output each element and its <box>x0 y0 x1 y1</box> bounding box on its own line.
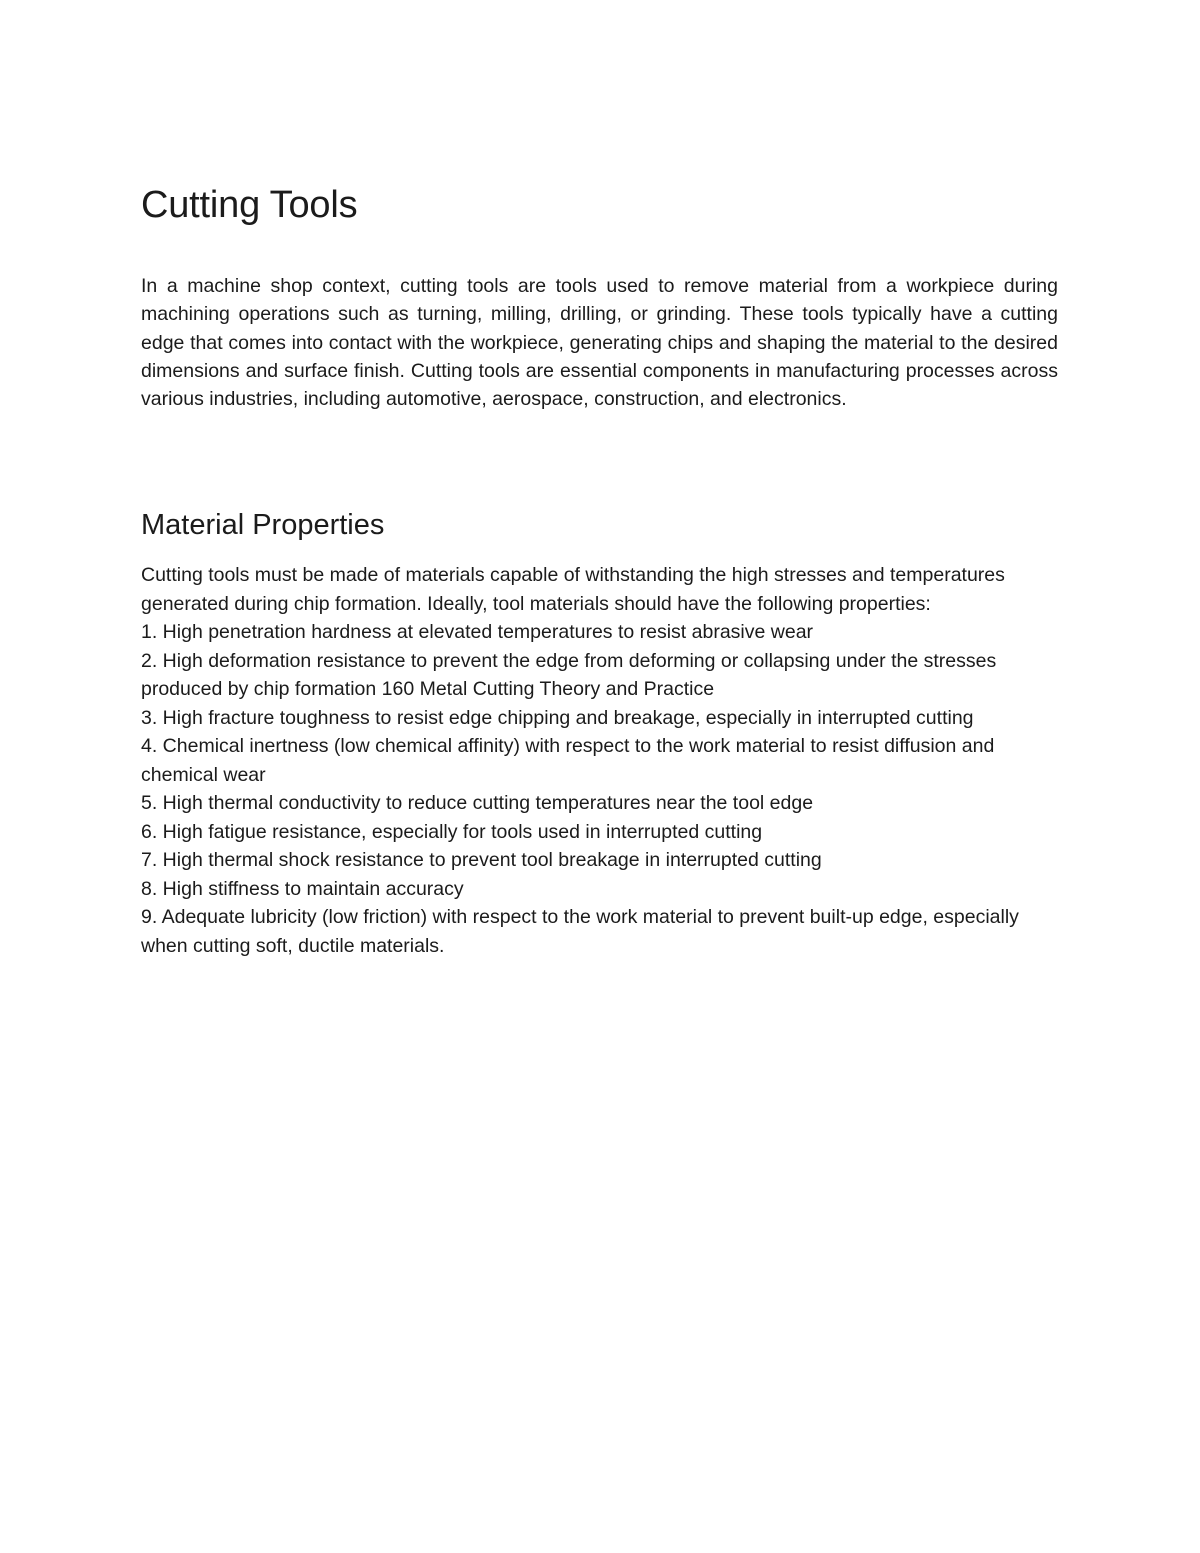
list-item: 4. Chemical inertness (low chemical affinity) with respect to the work material to resist diffusion and chemical wear <box>141 735 995 786</box>
list-item: 6. High fatigue resistance, especially for tools used in interrupted cutting <box>141 820 763 843</box>
list-item: 2. High deformation resistance to prevent the edge from deforming or collapsing under the stresses produced by chip formation 160 Metal Cutting Theory and Practice <box>141 649 997 700</box>
intro-paragraph: In a machine shop context, cutting tools are tools used to remove material from a workpiece during machining operations such as turning, milling, drilling, or grinding. These tools typically have a cutting edge that comes into contact with the workpiece, generating chips and shaping the material to the desired dimensions and surface finish. Cutting tools are essential components in manufacturing processes across various industries, including automotive, aerospace, construction, and electronics. <box>141 275 1058 411</box>
list-item: 7. High thermal shock resistance to prevent tool breakage in interrupted cutting <box>141 849 822 871</box>
section-heading: Material Properties <box>141 509 385 541</box>
list-item: 8. High stiffness to maintain accuracy <box>141 877 464 900</box>
list-item: 9. Adequate lubricity (low friction) with respect to the work material to prevent built-up edge, especially when cutting soft, ductile materials. <box>141 906 1019 957</box>
page-title: Cutting Tools <box>141 184 358 226</box>
material-properties-section <box>141 561 1058 960</box>
section-lead-paragraph: Cutting tools must be made of materials capable of withstanding the high stresses and temperatures generated during chip formation. Ideally, tool materials should have the following properties: <box>141 564 1005 615</box>
list-item: 3. High fracture toughness to resist edge chipping and breakage, especially in interrupted cutting <box>141 706 974 729</box>
document-page <box>141 0 1058 1553</box>
list-item: 1. High penetration hardness at elevated temperatures to resist abrasive wear <box>141 621 814 643</box>
list-item: 5. High thermal conductivity to reduce cutting temperatures near the tool edge <box>141 792 814 814</box>
properties-list <box>141 618 1046 960</box>
